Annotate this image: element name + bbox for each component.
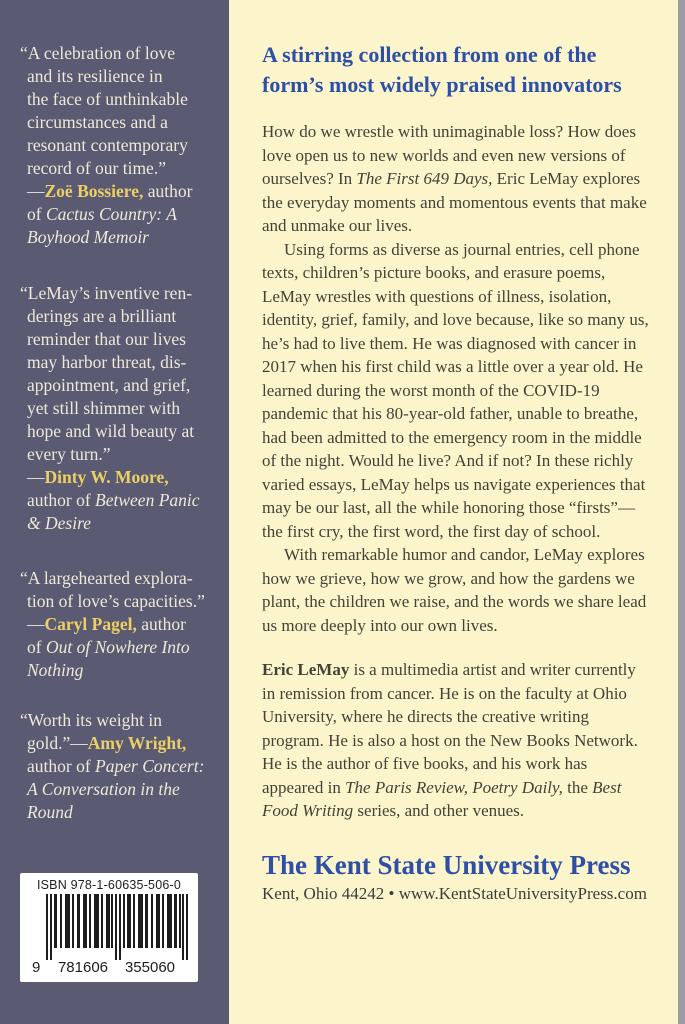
blurb-quote-bossiere: “A celebration of love and its resilience in the face of unthinkable circumstances and a resonant contemporary record of our time.” —Zoë Bossiere, author of Cactus Country: A Boyhood Memoir <box>20 43 193 247</box>
page-edge <box>678 0 685 1024</box>
blurb-quote-wright: “Worth its weight in gold.”—Amy Wright, author of Paper Concert: A Conversation in the Round <box>20 710 205 822</box>
tagline-headline: A stirring collection from one of the form’s most widely praised innovators <box>262 42 622 97</box>
blurb-quote-moore: “LeMay’s inventive ren- derings are a brilliant reminder that our lives may harbor threat, dis- appointment, and grief, yet still shimmer with hope and wild beauty at every turn.” —Dinty W. Moore, author of Between Panic & Desire <box>20 283 200 533</box>
barcode-digit-left: 9 <box>32 959 41 976</box>
publisher-address: Kent, Ohio 44242 • www.KentStateUniversityPress.com <box>262 883 647 903</box>
barcode-digits-right: 355060 <box>124 959 176 976</box>
description-paragraph-1: How do we wrestle with unimaginable loss? How does love open us to new worlds and even new versions of ourselves? In The First 649 Days, Eric LeMay explores the everyday moments and momentous events that make and unmake our lives. <box>262 122 647 235</box>
blurb-quote-pagel: “A largehearted explora- tion of love’s capacities.” —Caryl Pagel, author of Out of Nowhere Into Nothing <box>20 568 205 680</box>
publisher-block <box>262 849 652 907</box>
blurb-sidebar <box>0 0 229 1024</box>
isbn-number: ISBN 978-1-60635-506-0 <box>36 878 182 892</box>
back-cover-copy <box>229 0 678 1024</box>
barcode-digits-mid: 781606 <box>57 959 109 976</box>
author-bio: Eric LeMay is a multimedia artist and writer currently in remission from cancer. He is on the faculty at Ohio University, where he directs the creative writing program. He is also a host on the New Books Network. He is the author of five books, and his work has appeared in The Paris Review, Poetry Daily, the Best Food Writing series, and other venues. <box>262 660 638 820</box>
publisher-name: The Kent State University Press <box>262 849 631 880</box>
description-paragraph-3: With remarkable humor and candor, LeMay explores how we grieve, how we grow, and how the gardens we plant, the children we raise, and the words we share lead us more deeply into our own lives. <box>262 545 647 635</box>
description-paragraph-2: Using forms as diverse as journal entries, cell phone texts, children’s picture books, and erasure poems, LeMay wrestles with questions of illness, isolation, identity, grief, family, and love because, like so many us, he’s had to live them. He was diagnosed with cancer in 2017 when his first child was a little over a year old. He learned during the worst month of the COVID-19 pandemic that his 80-year-old father, unable to breathe, had been admitted to the emergency room in the middle of the night. Would he live? And if not? In these richly varied essays, LeMay helps us navigate experiences that may be our last, all the while honoring those “firsts”—the first cry, the first word, the first day of school. <box>262 239 649 541</box>
barcode-bars <box>20 892 198 976</box>
isbn-barcode <box>20 873 198 982</box>
